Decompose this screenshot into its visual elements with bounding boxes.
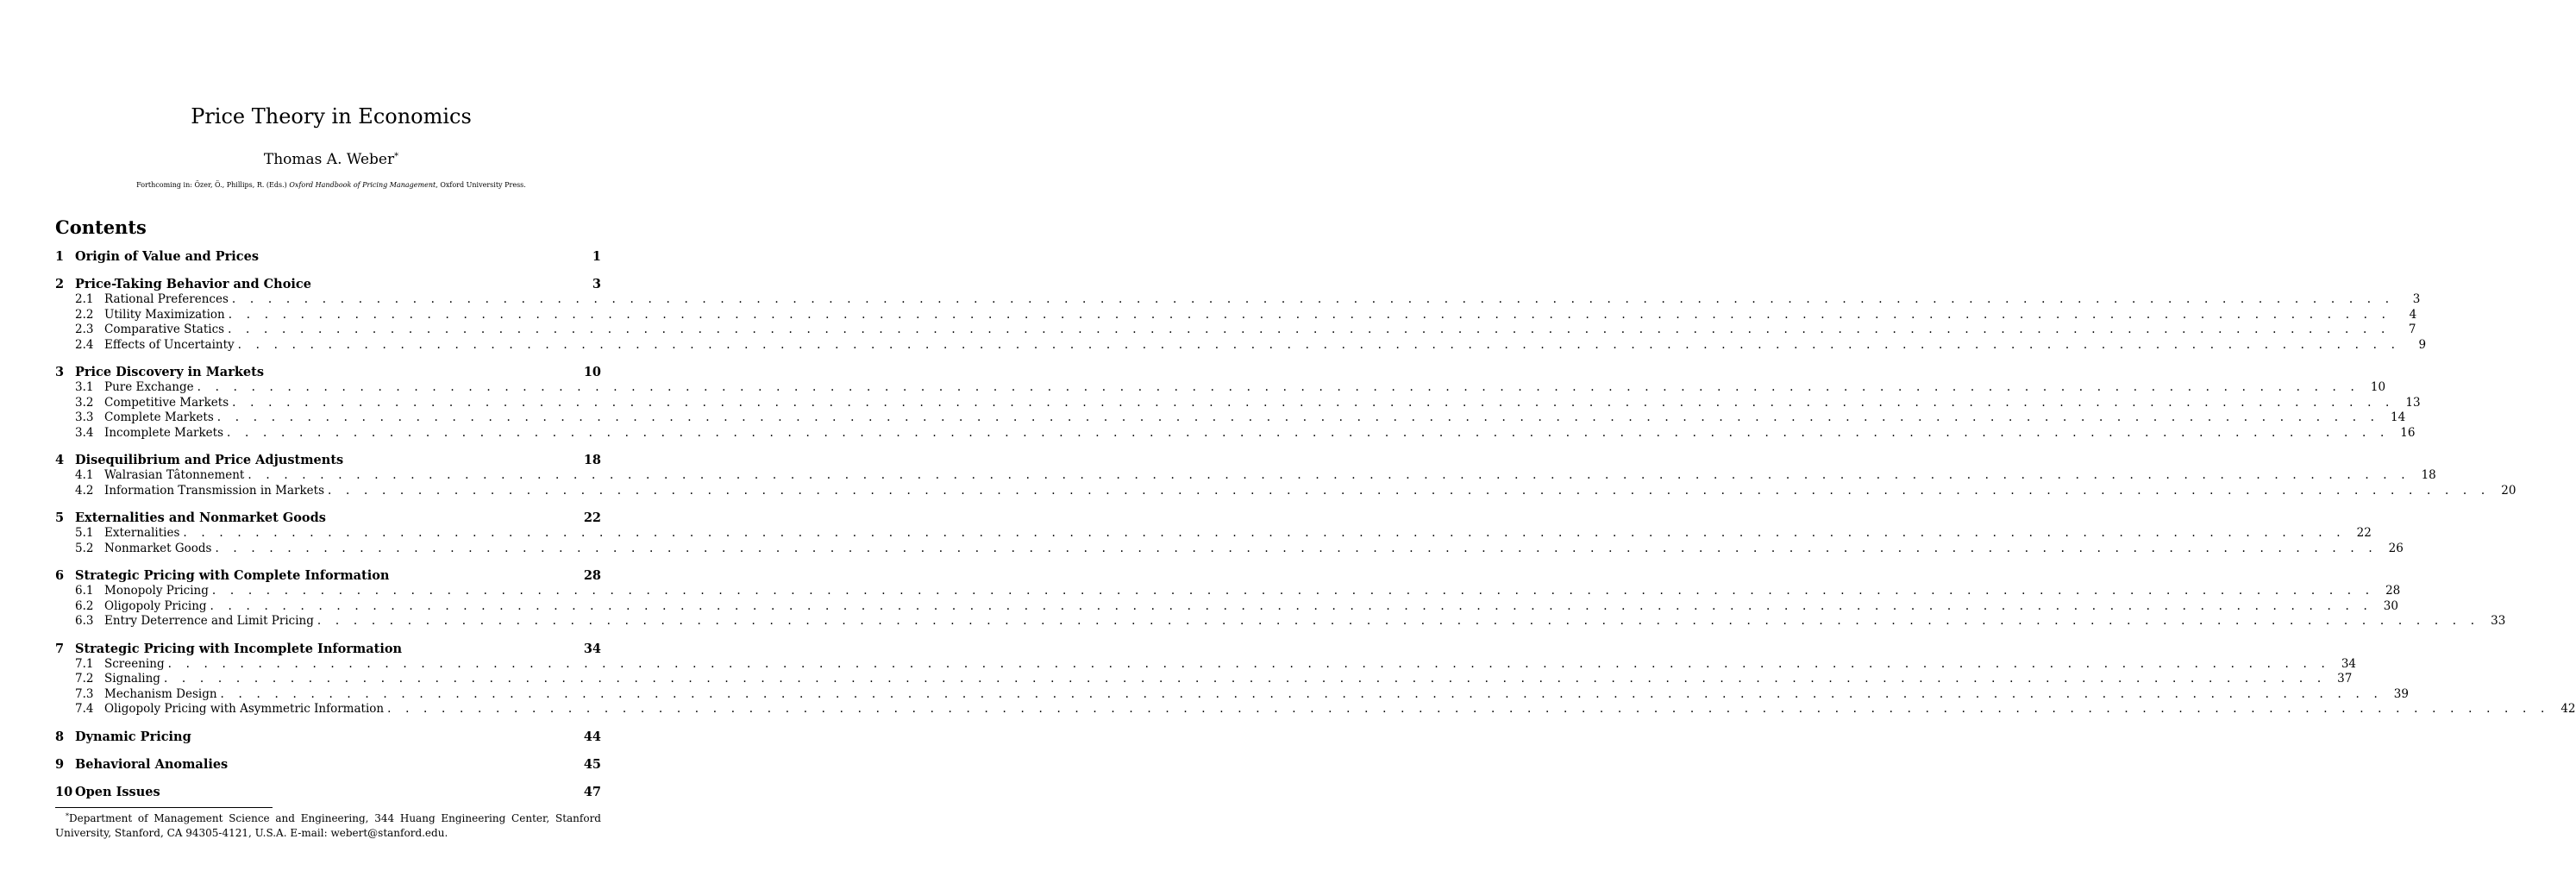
- toc-subsection-entry[interactable]: [55, 672, 2353, 687]
- section-number: 5: [55, 510, 65, 525]
- subsection-number: 7.1: [75, 656, 94, 671]
- subsection-title: Entry Deterrence and Limit Pricing: [104, 614, 314, 628]
- toc-section: [55, 364, 2421, 441]
- subsection-page: 28: [2385, 584, 2401, 598]
- subsection-page: 16: [2400, 425, 2416, 440]
- toc-subsection-entry[interactable]: [55, 468, 2436, 484]
- toc-section-entry[interactable]: [55, 729, 601, 745]
- toc-section-entry[interactable]: [55, 452, 601, 468]
- toc-section: [55, 729, 601, 745]
- subsection-number: 2.4: [75, 337, 94, 352]
- subsection-number: 3.1: [75, 380, 94, 394]
- section-number: 9: [55, 756, 65, 772]
- section-page: 47: [583, 784, 601, 799]
- subsection-page: 9: [2418, 337, 2427, 352]
- subsection-page: 42: [2560, 702, 2576, 716]
- subsection-title: Externalities: [104, 526, 180, 540]
- section-page: 3: [592, 277, 601, 291]
- subsection-title: Comparative Statics: [104, 323, 225, 336]
- subsection-number: 2.1: [75, 292, 94, 306]
- subsection-title: Monopoly Pricing: [104, 584, 209, 598]
- toc-subsection-entry[interactable]: [55, 337, 2427, 354]
- toc-subsection-entry[interactable]: [55, 584, 2401, 599]
- subsection-number: 7.3: [75, 686, 94, 701]
- section-page: 18: [583, 453, 601, 467]
- toc-section-entry[interactable]: [55, 756, 601, 773]
- toc-section-entry[interactable]: [55, 641, 601, 657]
- dot-leader: . . . . . . . . . . . . . . . . . . . . . . . . . . . . . . . . . . . . . . . . . . . . . . . . . . . . . . . . . . . . . . . . . . . . . . . . . . . . . . . . . . . . . . . . . . . . . . . . . . . . . . . . . . . . . . . . . . . . . . . .: [216, 410, 2380, 424]
- toc-section-entry[interactable]: [55, 248, 601, 265]
- subsection-title: Utility Maximization: [104, 307, 225, 322]
- subsection-page: 3: [2412, 292, 2421, 306]
- dot-leader: . . . . . . . . . . . . . . . . . . . . . . . . . . . . . . . . . . . . . . . . . . . . . . . . . . . . . . . . . . . . . . . . . . . . . . . . . . . . . . . . . . . . . . . . . . . . . . . . . . . . . . . . . . . . . . . . . . . . . . . .: [228, 323, 2391, 336]
- subsection-number: 7.4: [75, 702, 94, 716]
- toc-subsection-entry[interactable]: [55, 307, 2417, 323]
- section-title: Behavioral Anomalies: [75, 756, 229, 772]
- subsection-number: 3.4: [75, 425, 94, 440]
- toc-subsection-entry[interactable]: [55, 292, 2421, 308]
- subsection-title: Complete Markets: [104, 410, 214, 424]
- subsection-page: 20: [2501, 483, 2516, 498]
- toc-subsection-entry[interactable]: [55, 686, 2409, 703]
- section-number: 10: [55, 784, 73, 799]
- dot-leader: . . . . . . . . . . . . . . . . . . . . . . . . . . . . . . . . . . . . . . . . . . . . . . . . . . . . . . . . . . . . . . . . . . . . . . . . . . . . . . . . . . . . . . . . . . . . . . . . . . . . . . . . . . . . . . . . . . . . . . . .: [232, 395, 2395, 410]
- toc-section: [55, 567, 2506, 629]
- toc-subsection-entry[interactable]: [55, 395, 2421, 411]
- author-footnote-mark: *: [394, 152, 399, 161]
- author-name: Thomas A. Weber: [263, 151, 395, 168]
- toc-subsection-entry[interactable]: [55, 541, 2404, 557]
- forthcoming-prefix: Forthcoming in: Özer, Ö., Phillips, R. (Eds.): [136, 181, 287, 189]
- subsection-number: 6.1: [75, 584, 94, 598]
- toc-section-entry[interactable]: [55, 510, 601, 526]
- section-title: Strategic Pricing with Incomplete Information: [75, 641, 403, 656]
- subsection-title: Pure Exchange: [104, 380, 194, 394]
- section-title: Dynamic Pricing: [75, 729, 191, 744]
- section-page: 45: [583, 756, 601, 772]
- toc-section: [55, 510, 2404, 556]
- subsection-title: Competitive Markets: [104, 395, 229, 410]
- toc-section: [55, 452, 2516, 498]
- forthcoming-suffix: Oxford University Press.: [440, 181, 526, 189]
- dot-leader: . . . . . . . . . . . . . . . . . . . . . . . . . . . . . . . . . . . . . . . . . . . . . . . . . . . . . . . . . . . . . . . . . . . . . . . . . . . . . . . . . . . . . . . . . . . . . . . . . . . . . . . . . . . . . . . . . . . . . . . .: [215, 541, 2378, 555]
- section-number: 4: [55, 453, 65, 467]
- subsection-page: 33: [2491, 614, 2506, 628]
- paper-title: Price Theory in Economics: [191, 104, 472, 128]
- section-number: 2: [55, 277, 65, 291]
- section-title: Open Issues: [75, 784, 160, 799]
- subsection-number: 3.3: [75, 410, 94, 424]
- dot-leader: . . . . . . . . . . . . . . . . . . . . . . . . . . . . . . . . . . . . . . . . . . . . . . . . . . . . . . . . . . . . . . . . . . . . . . . . . . . . . . . . . . . . . . . . . . . . . . . . . . . . . . . . . . . . . . . . . . . . . . . .: [167, 656, 2331, 671]
- dot-leader: . . . . . . . . . . . . . . . . . . . . . . . . . . . . . . . . . . . . . . . . . . . . . . . . . . . . . . . . . . . . . . . . . . . . . . . . . . . . . . . . . . . . . . . . . . . . . . . . . . . . . . . . . . . . . . . . . . . . . . . .: [228, 307, 2391, 322]
- author-line: [0, 147, 662, 170]
- section-page: 28: [583, 568, 601, 583]
- subsection-title: Oligopoly Pricing: [104, 598, 207, 613]
- section-title: Externalities and Nonmarket Goods: [75, 510, 326, 525]
- dot-leader: . . . . . . . . . . . . . . . . . . . . . . . . . . . . . . . . . . . . . . . . . . . . . . . . . . . . . . . . . . . . . . . . . . . . . . . . . . . . . . . . . . . . . . . . . . . . . . . . . . . . . . . . . . . . . . . . . . . . . . . .: [197, 380, 2360, 394]
- subsection-page: 26: [2388, 541, 2404, 555]
- toc-section: [55, 756, 601, 773]
- dot-leader: . . . . . . . . . . . . . . . . . . . . . . . . . . . . . . . . . . . . . . . . . . . . . . . . . . . . . . . . . . . . . . . . . . . . . . . . . . . . . . . . . . . . . . . . . . . . . . . . . . . . . . . . . . . . . . . . . . . . . . . .: [210, 598, 2372, 613]
- subsection-number: 2.3: [75, 323, 94, 336]
- dot-leader: . . . . . . . . . . . . . . . . . . . . . . . . . . . . . . . . . . . . . . . . . . . . . . . . . . . . . . . . . . . . . . . . . . . . . . . . . . . . . . . . . . . . . . . . . . . . . . . . . . . . . . . . . . . . . . . . . . . . . . . .: [211, 584, 2375, 598]
- toc-subsection-entry[interactable]: [55, 526, 2372, 542]
- dot-leader: . . . . . . . . . . . . . . . . . . . . . . . . . . . . . . . . . . . . . . . . . . . . . . . . . . . . . . . . . . . . . . . . . . . . . . . . . . . . . . . . . . . . . . . . . . . . . . . . . . . . . . . . . . . . . . . . . . . . . . . .: [163, 672, 2327, 686]
- subsection-title: Incomplete Markets: [104, 425, 224, 440]
- toc-subsection-entry[interactable]: [55, 425, 2416, 442]
- forthcoming-note: [0, 180, 662, 191]
- subsection-number: 5.2: [75, 541, 94, 555]
- subsection-number: 5.1: [75, 526, 94, 540]
- table-of-contents: [55, 248, 2576, 811]
- subsection-title: Rational Preferences: [104, 292, 229, 306]
- toc-section-entry[interactable]: [55, 276, 601, 292]
- subsection-title: Screening: [104, 656, 165, 671]
- subsection-title: Oligopoly Pricing with Asymmetric Information: [104, 702, 385, 716]
- section-title: Price Discovery in Markets: [75, 365, 264, 379]
- subsection-page: 18: [2421, 468, 2436, 482]
- subsection-page: 4: [2409, 307, 2417, 322]
- subsection-page: 7: [2408, 323, 2416, 336]
- section-number: 1: [55, 249, 65, 264]
- toc-section: [55, 641, 2576, 717]
- toc-section: [55, 248, 601, 265]
- toc-subsection-entry[interactable]: [55, 656, 2357, 673]
- toc-subsection-entry[interactable]: [55, 380, 2386, 396]
- section-title: Disequilibrium and Price Adjustments: [75, 453, 344, 467]
- toc-subsection-entry[interactable]: [55, 614, 2506, 629]
- subsection-title: Walrasian Tâtonnement: [104, 468, 245, 482]
- section-title: Price-Taking Behavior and Choice: [75, 277, 311, 291]
- section-page: 22: [583, 510, 601, 525]
- subsection-title: Signaling: [104, 672, 160, 686]
- toc-section: [55, 784, 601, 800]
- toc-section-entry[interactable]: [55, 567, 601, 584]
- section-page: 34: [583, 641, 601, 656]
- section-number: 3: [55, 365, 65, 379]
- toc-section: [55, 276, 2427, 353]
- toc-section-entry[interactable]: [55, 364, 601, 380]
- section-title: Origin of Value and Prices: [75, 249, 260, 264]
- dot-leader: . . . . . . . . . . . . . . . . . . . . . . . . . . . . . . . . . . . . . . . . . . . . . . . . . . . . . . . . . . . . . . . . . . . . . . . . . . . . . . . . . . . . . . . . . . . . . . . . . . . . . . . . . . . . . . . . . . . . . . . .: [227, 425, 2390, 440]
- dot-leader: . . . . . . . . . . . . . . . . . . . . . . . . . . . . . . . . . . . . . . . . . . . . . . . . . . . . . . . . . . . . . . . . . . . . . . . . . . . . . . . . . . . . . . . . . . . . . . . . . . . . . . . . . . . . . . . . . . . . . . . .: [248, 468, 2410, 482]
- contents-heading: Contents: [55, 216, 147, 238]
- footnote-mark: *: [66, 812, 69, 820]
- subsection-title: Effects of Uncertainty: [104, 337, 235, 352]
- toc-subsection-entry[interactable]: [55, 323, 2416, 338]
- subsection-number: 3.2: [75, 395, 94, 410]
- dot-leader: . . . . . . . . . . . . . . . . . . . . . . . . . . . . . . . . . . . . . . . . . . . . . . . . . . . . . . . . . . . . . . . . . . . . . . . . . . . . . . . . . . . . . . . . . . . . . . . . . . . . . . . . . . . . . . . . . . . . . . . .: [183, 526, 2346, 540]
- dot-leader: . . . . . . . . . . . . . . . . . . . . . . . . . . . . . . . . . . . . . . . . . . . . . . . . . . . . . . . . . . . . . . . . . . . . . . . . . . . . . . . . . . . . . . . . . . . . . . . . . . . . . . . . . . . . . . . . . . . . . . . .: [317, 614, 2480, 628]
- subsection-number: 6.2: [75, 598, 94, 613]
- subsection-number: 4.1: [75, 468, 94, 482]
- toc-subsection-entry[interactable]: [55, 410, 2406, 426]
- dot-leader: . . . . . . . . . . . . . . . . . . . . . . . . . . . . . . . . . . . . . . . . . . . . . . . . . . . . . . . . . . . . . . . . . . . . . . . . . . . . . . . . . . . . . . . . . . . . . . . . . . . . . . . . . . . . . . . . . . . . . . . .: [231, 292, 2395, 306]
- subsection-page: 13: [2405, 395, 2421, 410]
- footnote-rule: [55, 807, 273, 808]
- subsection-page: 14: [2391, 410, 2406, 424]
- subsection-number: 6.3: [75, 614, 94, 628]
- subsection-title: Information Transmission in Markets: [104, 483, 324, 498]
- section-number: 8: [55, 729, 65, 744]
- toc-subsection-entry[interactable]: [55, 483, 2516, 499]
- toc-section-entry[interactable]: [55, 784, 601, 800]
- subsection-number: 2.2: [75, 307, 94, 322]
- section-page: 10: [583, 365, 601, 379]
- toc-subsection-entry[interactable]: [55, 598, 2398, 615]
- section-number: 6: [55, 568, 65, 583]
- subsection-title: Mechanism Design: [104, 686, 217, 701]
- section-number: 7: [55, 641, 65, 656]
- subsection-page: 37: [2337, 672, 2353, 686]
- subsection-title: Nonmarket Goods: [104, 541, 212, 555]
- section-page: 1: [592, 249, 601, 264]
- subsection-page: 22: [2356, 526, 2372, 540]
- section-title: Strategic Pricing with Complete Information: [75, 568, 390, 583]
- toc-subsection-entry[interactable]: [55, 702, 2576, 717]
- footnote: [55, 809, 601, 841]
- footnote-text: Department of Management Science and Engineering, 344 Huang Engineering Center, Stanford University, Stanford, CA 94305-4121, U.S.A. E-mail: webert@stanford.edu.: [55, 812, 601, 839]
- dot-leader: . . . . . . . . . . . . . . . . . . . . . . . . . . . . . . . . . . . . . . . . . . . . . . . . . . . . . . . . . . . . . . . . . . . . . . . . . . . . . . . . . . . . . . . . . . . . . . . . . . . . . . . . . . . . . . . . . . . . . . . .: [387, 702, 2550, 716]
- dot-leader: . . . . . . . . . . . . . . . . . . . . . . . . . . . . . . . . . . . . . . . . . . . . . . . . . . . . . . . . . . . . . . . . . . . . . . . . . . . . . . . . . . . . . . . . . . . . . . . . . . . . . . . . . . . . . . . . . . . . . . . .: [328, 483, 2491, 498]
- dot-leader: . . . . . . . . . . . . . . . . . . . . . . . . . . . . . . . . . . . . . . . . . . . . . . . . . . . . . . . . . . . . . . . . . . . . . . . . . . . . . . . . . . . . . . . . . . . . . . . . . . . . . . . . . . . . . . . . . . . . . . . .: [237, 337, 2401, 352]
- forthcoming-book: Oxford Handbook of Pricing Management,: [289, 181, 438, 189]
- dot-leader: . . . . . . . . . . . . . . . . . . . . . . . . . . . . . . . . . . . . . . . . . . . . . . . . . . . . . . . . . . . . . . . . . . . . . . . . . . . . . . . . . . . . . . . . . . . . . . . . . . . . . . . . . . . . . . . . . . . . . . . .: [220, 686, 2383, 701]
- subsection-number: 4.2: [75, 483, 94, 498]
- section-page: 44: [583, 729, 601, 744]
- subsection-page: 39: [2393, 686, 2409, 701]
- subsection-page: 30: [2383, 598, 2398, 613]
- subsection-page: 34: [2341, 656, 2357, 671]
- subsection-number: 7.2: [75, 672, 94, 686]
- subsection-page: 10: [2370, 380, 2386, 394]
